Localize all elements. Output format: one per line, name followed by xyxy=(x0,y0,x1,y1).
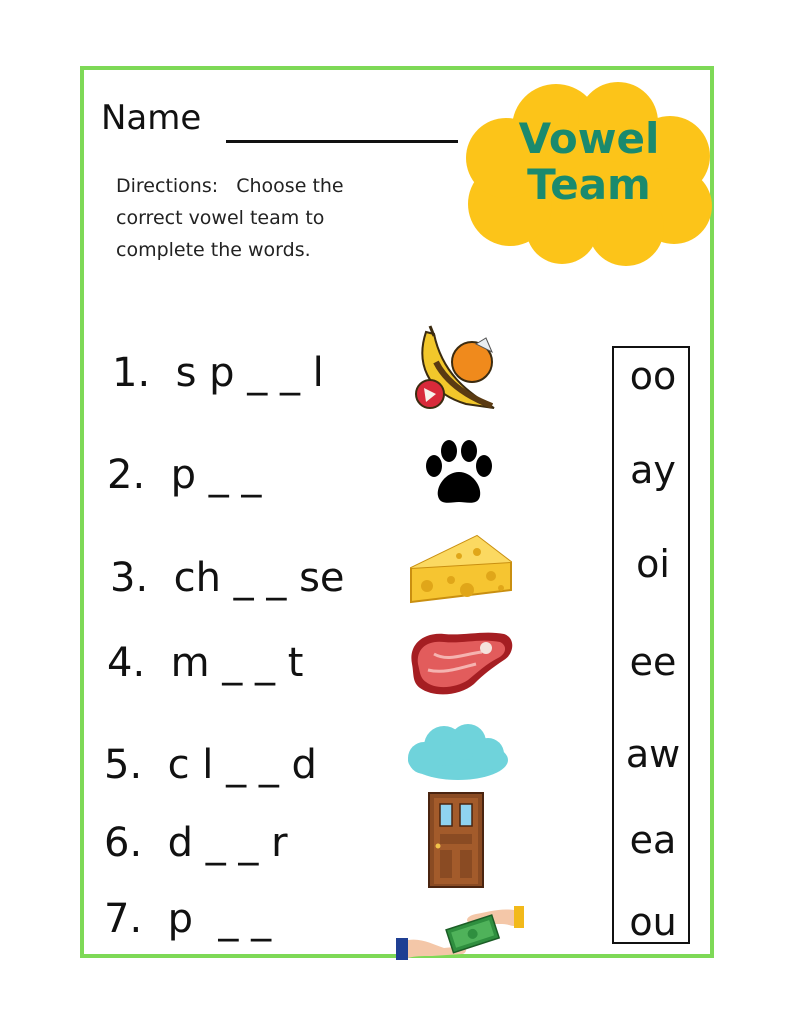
choice-ay[interactable]: ay xyxy=(630,448,676,492)
word-item-4: 4. m _ _ t xyxy=(107,640,304,686)
choice-oi[interactable]: oi xyxy=(636,542,670,586)
choice-ea[interactable]: ea xyxy=(629,818,677,862)
choice-aw[interactable]: aw xyxy=(625,732,681,776)
vowel-team-choices-box xyxy=(612,346,690,944)
word-item-5: 5. c l _ _ d xyxy=(104,742,317,788)
word-item-2: 2. p _ _ xyxy=(107,452,262,498)
paying-money-icon xyxy=(392,902,528,962)
cheese-icon xyxy=(407,532,515,606)
name-blank-line[interactable] xyxy=(226,140,458,143)
vowel-team-badge xyxy=(458,78,720,266)
directions-text: Directions: Choose the correct vowel team to complete the words. xyxy=(116,175,344,261)
word-item-6: 6. d _ _ r xyxy=(104,820,288,866)
word-item-1: 1. s p _ _ l xyxy=(112,350,324,396)
choice-ee[interactable]: ee xyxy=(629,640,677,684)
badge-title-line1: Vowel xyxy=(518,114,660,163)
badge-title-line2: Team xyxy=(527,160,651,209)
name-label: Name xyxy=(101,98,202,138)
spoiled-fruit-icon xyxy=(406,322,502,416)
word-item-7: 7. p _ _ xyxy=(104,896,272,942)
meat-icon xyxy=(404,624,516,700)
cloud-icon xyxy=(404,722,512,782)
choice-oo[interactable]: oo xyxy=(629,354,677,398)
choice-ou[interactable]: ou xyxy=(629,900,677,944)
word-item-3: 3. ch _ _ se xyxy=(110,555,345,601)
door-icon xyxy=(428,792,484,888)
paw-print-icon xyxy=(424,440,494,508)
